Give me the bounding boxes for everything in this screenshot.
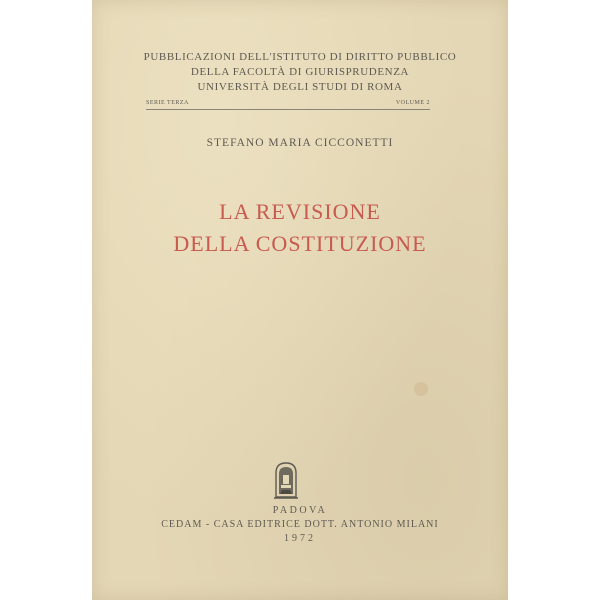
series-line-institute: PUBBLICAZIONI DELL'ISTITUTO DI DIRITTO PUBBLICO xyxy=(143,51,457,63)
paper-stain xyxy=(414,382,428,396)
author-name: STEFANO MARIA CICCONETTI xyxy=(206,137,394,149)
series-line-faculty: DELLA FACOLTÀ DI GIURISPRUDENZA xyxy=(190,66,410,78)
publisher-emblem-icon xyxy=(273,461,299,499)
series-heading xyxy=(92,50,508,95)
title-line-2: DELLA COSTITUZIONE xyxy=(173,231,427,256)
publisher-name: CEDAM - CASA EDITRICE DOTT. ANTONIO MILANI xyxy=(161,519,439,530)
book-title xyxy=(92,196,508,260)
volume-label: VOLUME 2 xyxy=(395,100,430,106)
publication-year: 1972 xyxy=(284,533,316,544)
header-divider xyxy=(146,109,430,110)
publisher-block xyxy=(92,504,508,546)
book-cover xyxy=(92,0,508,600)
series-meta-row xyxy=(146,100,430,106)
title-line-1: LA REVISIONE xyxy=(219,199,381,224)
series-label: SERIE TERZA xyxy=(146,100,189,106)
series-line-university: UNIVERSITÀ DEGLI STUDI DI ROMA xyxy=(197,81,403,93)
publisher-city: PADOVA xyxy=(272,505,328,516)
